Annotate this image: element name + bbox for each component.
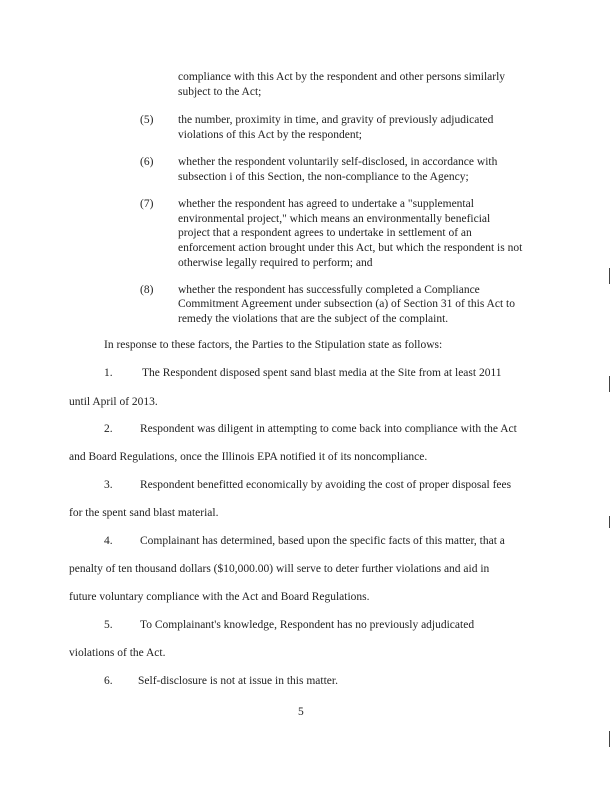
scan-mark	[609, 731, 610, 747]
list-item-line: whether the respondent voluntarily self-disclosed, in accordance with	[178, 156, 498, 168]
intro-line: subject to the Act;	[178, 86, 262, 98]
list-item-line: the number, proximity in time, and gravity of previously adjudicated	[178, 114, 494, 126]
finding-continuation: until April of 2013.	[69, 396, 158, 408]
list-item-line: enforcement action brought under this Act, but which the respondent is not	[178, 242, 523, 254]
finding-number: 5.	[104, 619, 113, 631]
finding-number: 1.	[104, 367, 113, 379]
response-intro: In response to these factors, the Parties to the Stipulation state as follows:	[104, 339, 443, 351]
list-item-number: (7)	[140, 198, 154, 210]
list-item-line: whether the respondent has agreed to undertake a "supplemental	[178, 198, 474, 210]
finding-number: 3.	[104, 479, 113, 491]
list-item-number: (8)	[140, 284, 154, 296]
list-item-line: otherwise legally required to perform; and	[178, 257, 373, 269]
finding-continuation: for the spent sand blast material.	[69, 507, 219, 519]
list-item-line: subsection i of this Section, the non-compliance to the Agency;	[178, 171, 469, 183]
list-item-line: violations of this Act by the respondent;	[178, 129, 362, 141]
list-item-line: environmental project," which means an environmentally beneficial	[178, 213, 491, 225]
finding-line: Respondent benefitted economically by avoiding the cost of proper disposal fees	[140, 479, 512, 491]
finding-continuation: violations of the Act.	[69, 647, 166, 659]
scan-mark	[609, 268, 610, 284]
finding-line: The Respondent disposed spent sand blast media at the Site from at least 2011	[142, 367, 502, 379]
scan-mark	[609, 376, 610, 392]
finding-number: 6.	[104, 675, 113, 687]
finding-line: Self-disclosure is not at issue in this matter.	[138, 675, 338, 687]
finding-line: Respondent was diligent in attempting to come back into compliance with the Act	[140, 423, 517, 435]
page-number: 5	[298, 706, 304, 718]
finding-number: 4.	[104, 535, 113, 547]
finding-continuation: and Board Regulations, once the Illinois EPA notified it of its noncompliance.	[69, 451, 428, 463]
finding-continuation: future voluntary compliance with the Act and Board Regulations.	[69, 591, 370, 603]
finding-number: 2.	[104, 423, 113, 435]
list-item-number: (6)	[140, 156, 154, 168]
intro-line: compliance with this Act by the respondent and other persons similarly	[178, 71, 506, 83]
list-item-line: Commitment Agreement under subsection (a) of Section 31 of this Act to	[178, 298, 515, 310]
list-item-line: remedy the violations that are the subject of the complaint.	[178, 313, 449, 325]
finding-line: To Complainant's knowledge, Respondent has no previously adjudicated	[140, 619, 475, 631]
list-item-number: (5)	[140, 114, 154, 126]
finding-line: Complainant has determined, based upon the specific facts of this matter, that a	[140, 535, 505, 547]
list-item-line: whether the respondent has successfully completed a Compliance	[178, 284, 480, 296]
list-item-line: project that a respondent agrees to undertake in settlement of an	[178, 227, 472, 239]
scan-mark	[609, 516, 610, 528]
finding-continuation: penalty of ten thousand dollars ($10,000.00) will serve to deter further violations and aid in	[69, 563, 490, 575]
